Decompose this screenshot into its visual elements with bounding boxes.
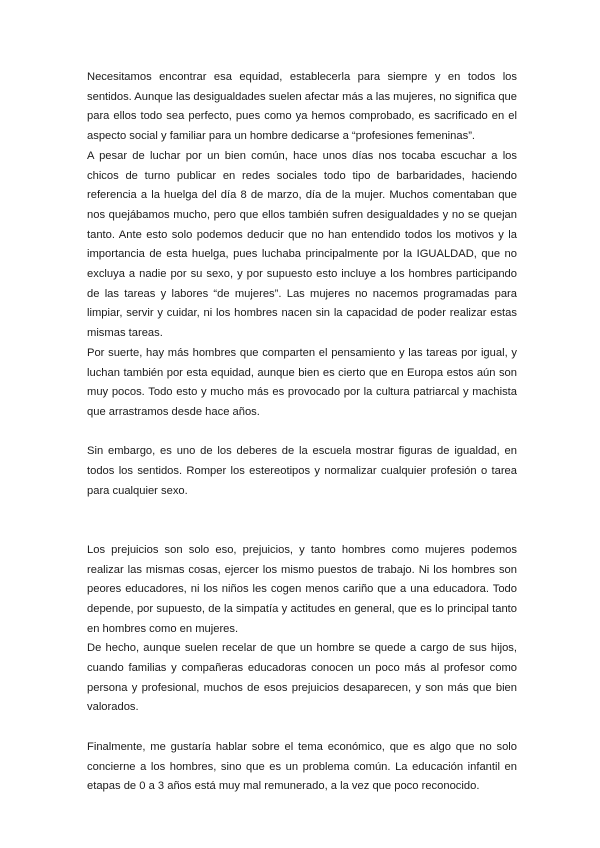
paragraph-de-hecho: De hecho, aunque suelen recelar de que un hombre se quede a cargo de sus hijos, cuando familias y compañeras educadoras conocen un poco más al profesor como persona y profesional, muchos de esos prejuicios desaparecen, y son más que bien valorados. xyxy=(87,642,517,714)
paragraph-gap xyxy=(87,521,517,541)
document-body xyxy=(87,68,517,797)
paragraph-prejuicios: Los prejuicios son solo eso, prejuicios, y tanto hombres como mujeres podemos realizar las mismas cosas, ejercer los mismo puestos de trabajo. Ni los hombres son peores educadores, ni los niños les cogen menos cariño que a una educadora. Todo depende, por supuesto, de la simpatía y actitudes en general, que es lo principal tanto en hombres como en mujeres. xyxy=(87,543,517,635)
paragraph-huelga: A pesar de luchar por un bien común, hace unos días nos tocaba escuchar a los chicos de turno publicar en redes sociales todo tipo de barbaridades, haciendo referencia a la huelga del día 8 de marzo, día de la mujer. Muchos comentaban que nos quejábamos mucho, pero que ellos también sufren desigualdades y no se quejan tanto. Ante esto solo podemos deducir que no han entendido todos los motivos y la importancia de esta huelga, pues luchaba principalmente por la IGUALDAD, que no excluya a nadie por su sexo, y por supuesto esto incluye a los hombres participando de las tareas y labores “de mujeres”. Las mujeres no nacemos programadas para limpiar, servir y cuidar, ni los hombres nacen sin la capacidad de poder realizar estas mismas tareas. xyxy=(87,149,517,340)
paragraph-por-suerte: Por suerte, hay más hombres que comparten el pensamiento y las tareas por igual, y luchan también por esta equidad, aunque bien es cierto que en Europa estos aún son muy pocos. Todo esto y mucho más es provocado por la cultura patriarcal y machista que arrastramos desde hace años. xyxy=(87,346,517,418)
paragraph-gap xyxy=(87,718,517,738)
paragraph-gap xyxy=(87,501,517,521)
paragraph-gap xyxy=(87,423,517,443)
paragraph-sin-embargo: Sin embargo, es uno de los deberes de la escuela mostrar figuras de igualdad, en todos los sentidos. Romper los estereotipos y normalizar cualquier profesión o tarea para cualquier sexo. xyxy=(87,445,517,497)
paragraph-equidad: Necesitamos encontrar esa equidad, establecerla para siempre y en todos los sentidos. Aunque las desigualdades suelen afectar más a las mujeres, no significa que para ellos todo sea perfecto, pues como ya hemos comprobado, es sacrificado en el aspecto social y familiar para un hombre dedicarse a “profesiones femeninas”. xyxy=(87,71,517,143)
paragraph-finalmente: Finalmente, me gustaría hablar sobre el tema económico, que es algo que no solo concierne a los hombres, sino que es un problema común. La educación infantil en etapas de 0 a 3 años está muy mal remunerado, a la vez que poco reconocido. xyxy=(87,740,517,793)
